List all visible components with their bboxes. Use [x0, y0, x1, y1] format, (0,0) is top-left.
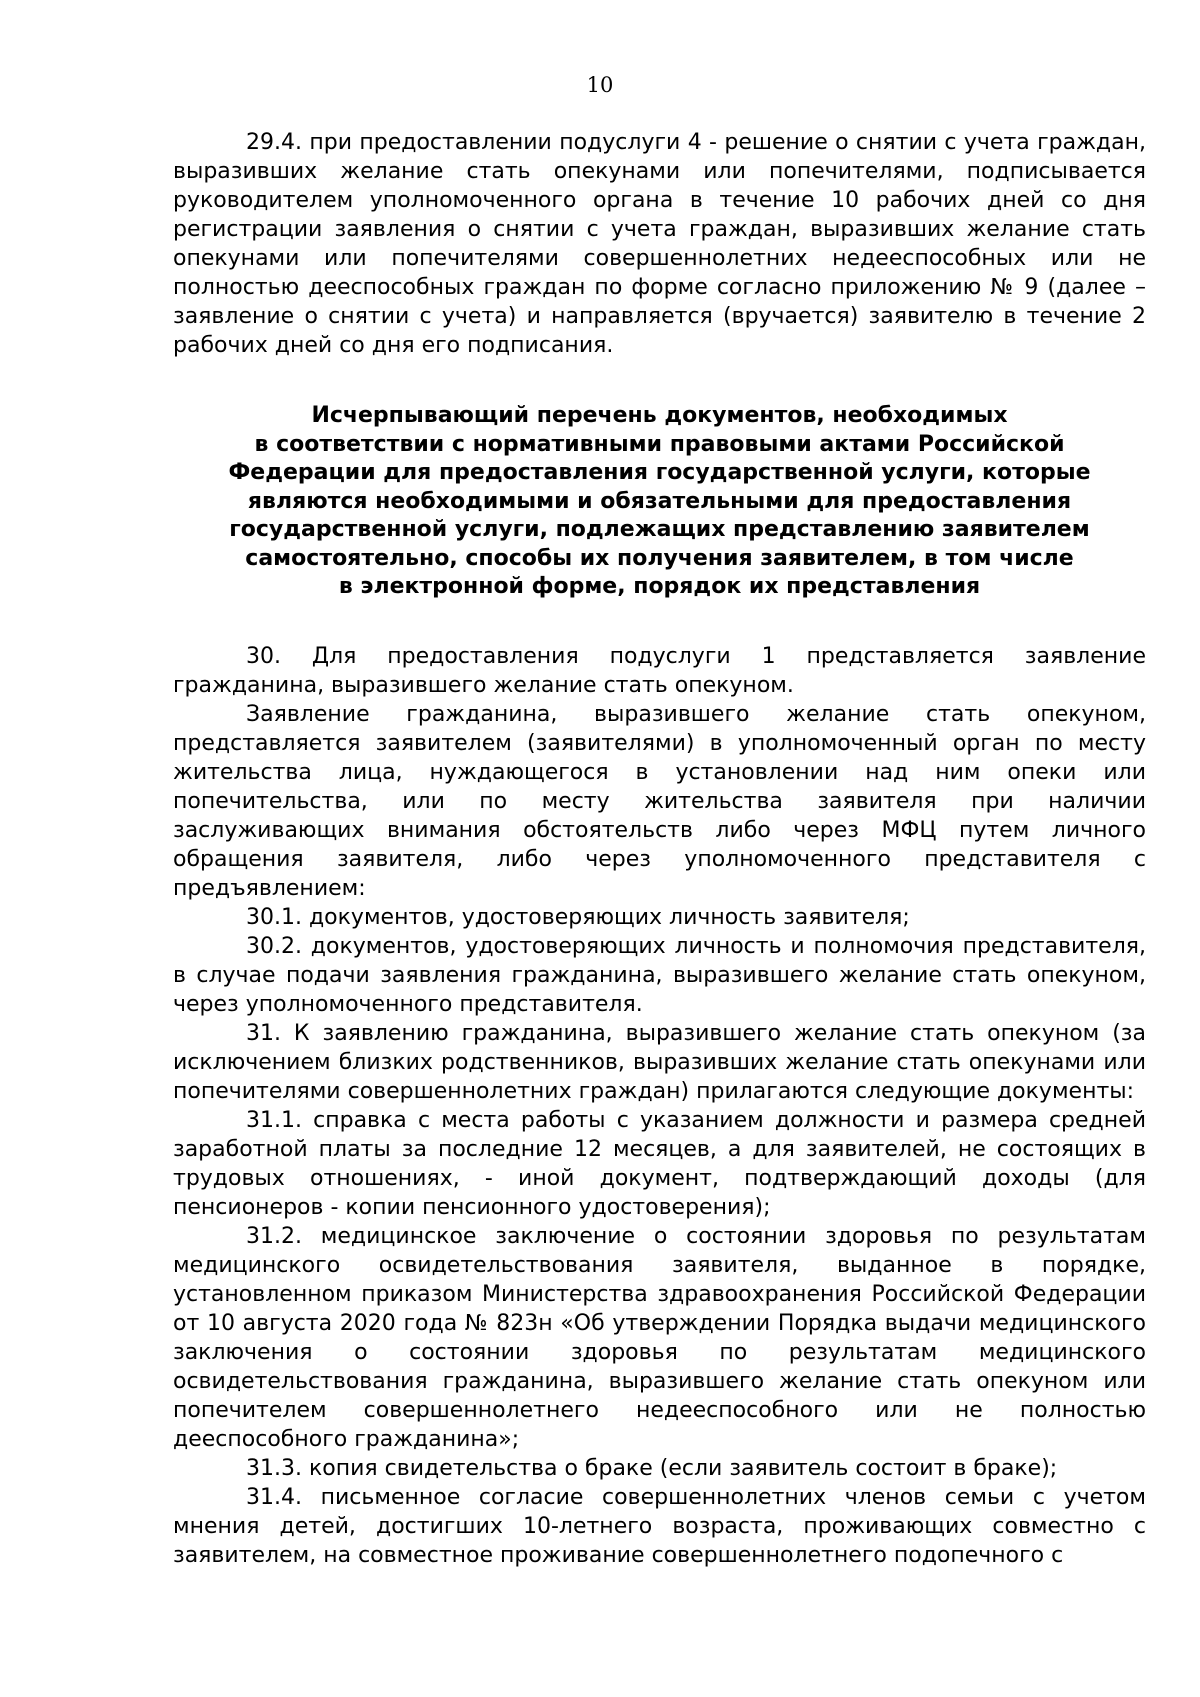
- paragraph-31-2: 31.2. медицинское заключение о состоянии здоровья по результатам медицинского освидетельствования заявителя, выданное в порядке, установленном приказом Министерства здравоохранения Российской Федерации от 10 августа 2020 года № 823н «Об утверждении Порядка выдачи медицинского заключения о состоянии здоровья по результатам медицинского освидетельствования гражданина, выразившего желание стать опекуном или попечителем совершеннолетнего недееспособного или не полностью дееспособного гражданина»;: [173, 1223, 1146, 1452]
- heading-line: в соответствии с нормативными правовыми актами Российской: [254, 431, 1065, 457]
- document-body: [173, 128, 1146, 1570]
- paragraph-29-4: 29.4. при предоставлении подуслуги 4 - решение о снятии с учета граждан, выразивших желание стать опекунами или попечителями, подписывается руководителем уполномоченного органа в течение 10 рабочих дней со дня регистрации заявления о снятии с учета граждан, выразивших желание стать опекунами или попечителями совершеннолетних недееспособных или не полностью дееспособных граждан по форме согласно приложению № 9 (далее – заявление о снятии с учета) и направляется (вручается) заявителю в течение 2 рабочих дней со дня его подписания.: [173, 130, 1146, 358]
- paragraph-31-1: 31.1. справка с места работы с указанием должности и размера средней заработной платы за последние 12 месяцев, а для заявителей, не состоящих в трудовых отношениях, - иной документ, подтверждающий доходы (для пенсионеров - копии пенсионного удостоверения);: [173, 1107, 1146, 1220]
- page-number: 10: [586, 73, 614, 97]
- paragraph-30-1: 30.1. документов, удостоверяющих личность заявителя;: [246, 904, 910, 930]
- paragraph-31-3: 31.3. копия свидетельства о браке (если заявитель состоит в браке);: [246, 1455, 1058, 1481]
- heading-line: являются необходимыми и обязательными для предоставления: [247, 488, 1072, 514]
- heading-line: самостоятельно, способы их получения заявителем, в том числе: [245, 545, 1074, 571]
- heading-line: Исчерпывающий перечень документов, необходимых: [311, 403, 1008, 428]
- section-heading: [195, 402, 1124, 602]
- paragraph-30-application: Заявление гражданина, выразившего желание стать опекуном, представляется заявителем (заявителями) в уполномоченный орган по месту жительства лица, нуждающегося в установлении над ним опеки или попечительства, или по месту жительства заявителя при наличии заслуживающих внимания обстоятельств либо через МФЦ путем личного обращения заявителя, либо через уполномоченного представителя с предъявлением:: [173, 701, 1146, 901]
- paragraph-30-2: 30.2. документов, удостоверяющих личность и полномочия представителя, в случае подачи заявления гражданина, выразившего желание стать опекуном, через уполномоченного представителя.: [173, 933, 1146, 1017]
- paragraph-31-4: 31.4. письменное согласие совершеннолетних членов семьи с учетом мнения детей, достигших 10-летнего возраста, проживающих совместно с заявителем, на совместное проживание совершеннолетнего подопечного с: [173, 1484, 1146, 1568]
- paragraph-31: 31. К заявлению гражданина, выразившего желание стать опекуном (за исключением близких родственников, выразивших желание стать опекунами или попечителями совершеннолетних граждан) прилагаются следующие документы:: [173, 1020, 1146, 1104]
- heading-line: в электронной форме, порядок их представления: [338, 574, 981, 599]
- heading-line: государственной услуги, подлежащих представлению заявителем: [229, 517, 1090, 542]
- heading-line: Федерации для предоставления государственной услуги, которые: [228, 460, 1091, 485]
- paragraph-30: 30. Для предоставления подуслуги 1 представляется заявление гражданина, выразившего желание стать опекуном.: [173, 643, 1146, 698]
